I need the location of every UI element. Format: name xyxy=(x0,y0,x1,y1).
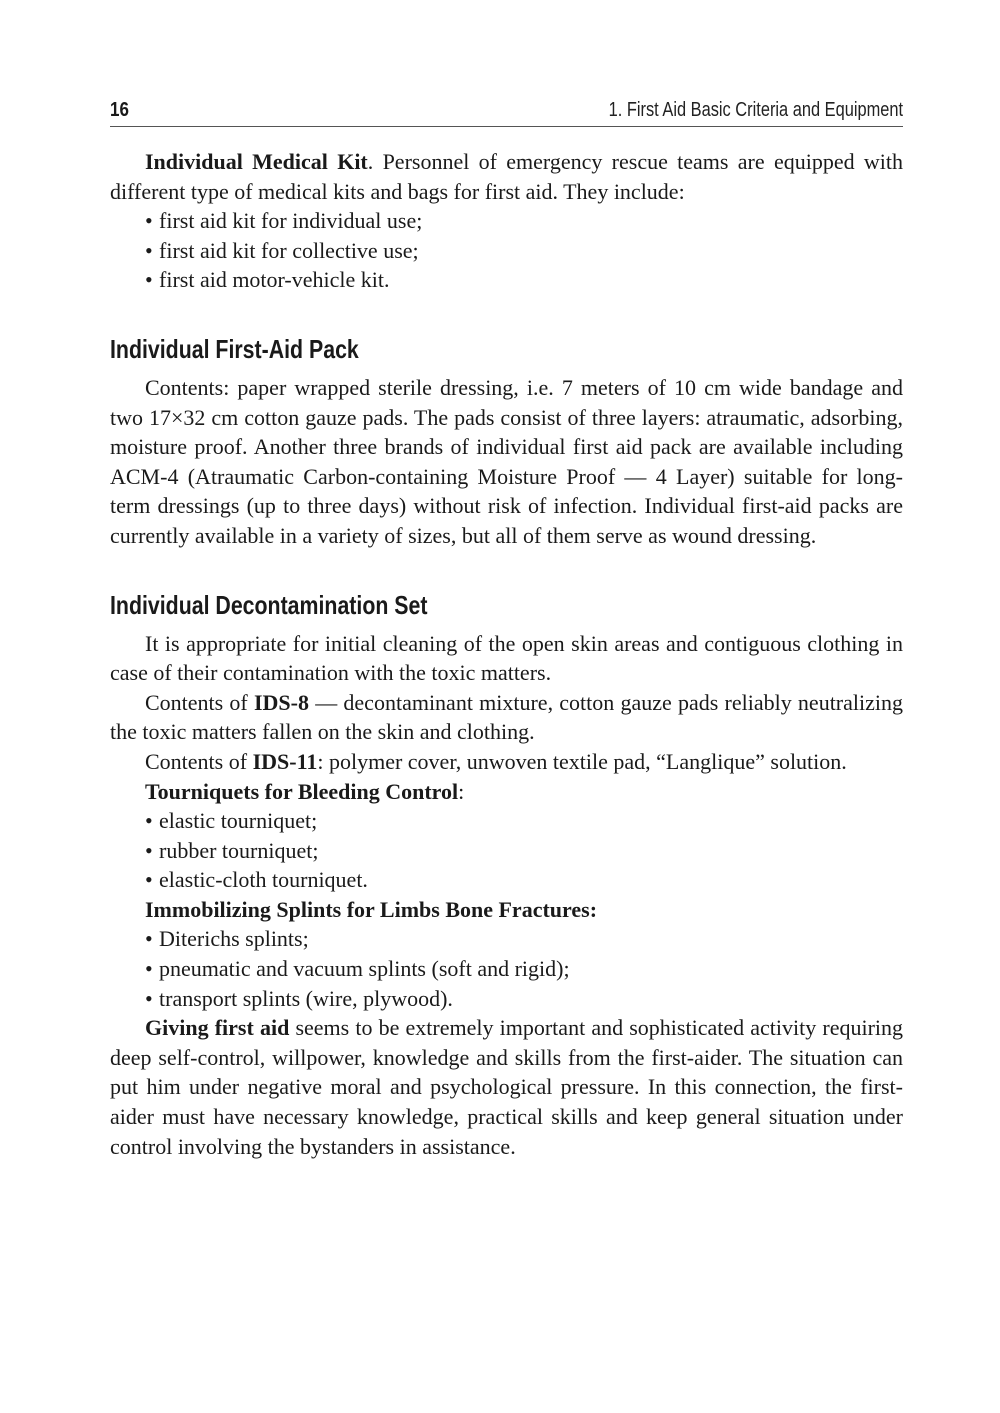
list-item-text: first aid motor-vehicle kit. xyxy=(159,267,390,293)
list-item-text: rubber tourniquet; xyxy=(159,837,319,863)
bullet-icon: • xyxy=(145,808,153,834)
kit-text: . Personnel of emergency rescue teams are equipped with different type of medical kits and bags for first aid. They include: xyxy=(110,149,903,204)
book-page xyxy=(110,96,903,1161)
ids8-prefix: Contents of xyxy=(145,689,254,715)
ids8-name: IDS-8 xyxy=(253,689,309,715)
splints-lead-paragraph xyxy=(110,895,903,925)
list-item xyxy=(145,265,903,295)
decon-heading: Individual Decontamination Set xyxy=(110,589,428,620)
page-body xyxy=(110,147,903,1161)
list-item-text: elastic tourniquet; xyxy=(159,808,318,834)
list-item-text: pneumatic and vacuum splints (soft and rigid); xyxy=(159,956,570,982)
kit-list xyxy=(110,206,903,295)
tourniquets-lead: Tourniquets for Bleeding Control xyxy=(145,778,459,804)
bullet-icon: • xyxy=(145,956,153,982)
list-item xyxy=(145,865,903,895)
ids11-paragraph xyxy=(110,747,903,777)
list-item xyxy=(145,206,903,236)
tourniquets-lead-paragraph xyxy=(110,777,903,807)
list-item xyxy=(145,984,903,1014)
list-item-text: first aid kit for individual use; xyxy=(159,208,423,234)
decon-intro: It is appropriate for initial cleaning of the open skin areas and contiguous clothing in case of their contamination with the toxic matters. xyxy=(110,630,903,686)
pack-paragraph: Contents: paper wrapped sterile dressing, i.e. 7 meters of 10 cm wide bandage and two 17×32 cm cotton gauze pads. The pads consist of three layers: atraumatic, adsorbing, moisture proof. Another three brands of individual first aid pack are available including ACM-4 (Atraumatic Carbon-containing Moisture Proof — 4 Layer) suitable for long-term dressings (up to three days) without risk of infection. Individual first-aid packs are currently available in a variety of sizes, but all of them serve as wound dressing. xyxy=(110,374,903,548)
tourniquets-colon: : xyxy=(458,778,465,804)
giving-paragraph xyxy=(110,1013,903,1161)
splints-list xyxy=(110,924,903,1013)
list-item-text: elastic-cloth tourniquet. xyxy=(159,867,368,893)
list-item xyxy=(145,806,903,836)
running-title: 1. First Aid Basic Criteria and Equipment xyxy=(608,99,903,121)
kit-lead: Individual Medical Kit xyxy=(145,149,368,174)
giving-lead: Giving first aid xyxy=(145,1015,290,1041)
list-item xyxy=(145,924,903,954)
list-item xyxy=(145,954,903,984)
ids11-prefix: Contents of xyxy=(145,748,253,774)
tourniquets-list xyxy=(110,806,903,895)
ids11-text: : polymer cover, unwoven textile pad, “Langlique” solution. xyxy=(317,748,847,774)
bullet-icon: • xyxy=(145,867,153,893)
list-item xyxy=(145,236,903,266)
ids11-name: IDS-11 xyxy=(252,748,318,774)
page-number: 16 xyxy=(110,99,129,121)
bullet-icon: • xyxy=(145,926,153,952)
ids8-text: — decontaminant mixture, cotton gauze pads reliably neutralizing the toxic matters fallen on the skin and clothing. xyxy=(110,689,903,745)
bullet-icon: • xyxy=(145,267,153,293)
list-item-text: Diterichs splints; xyxy=(159,926,309,952)
giving-text: seems to be extremely important and sophisticated activity requiring deep self-control, willpower, knowledge and skills from the first-aider. The situation can put him under negative moral and psychological pressure. In this connection, the first-aider must have necessary knowledge, practical skills and keep general situation under control involving the bystanders in assistance. xyxy=(110,1015,904,1159)
list-item xyxy=(145,836,903,866)
kit-paragraph xyxy=(110,147,903,206)
pack-heading: Individual First-Aid Pack xyxy=(110,333,359,364)
splints-lead: Immobilizing Splints for Limbs Bone Fractures: xyxy=(145,896,598,922)
list-item-text: first aid kit for collective use; xyxy=(159,237,419,263)
list-item-text: transport splints (wire, plywood). xyxy=(159,985,453,1011)
bullet-icon: • xyxy=(145,208,153,234)
ids8-paragraph xyxy=(110,688,903,747)
bullet-icon: • xyxy=(145,837,153,863)
bullet-icon: • xyxy=(145,237,153,263)
page-header xyxy=(110,96,903,127)
bullet-icon: • xyxy=(145,985,153,1011)
